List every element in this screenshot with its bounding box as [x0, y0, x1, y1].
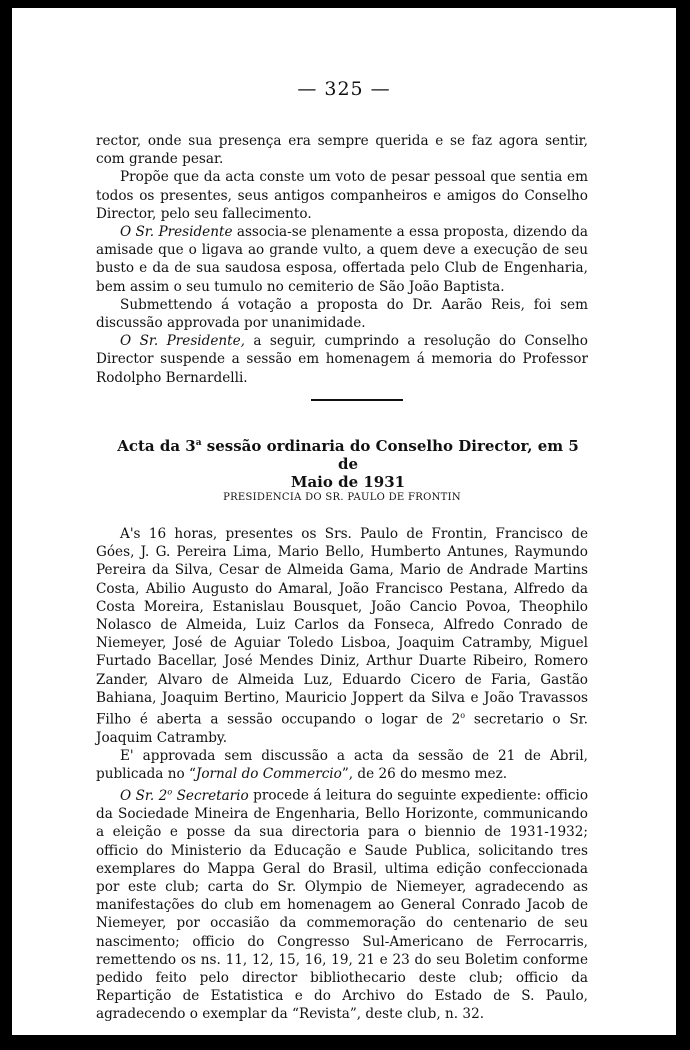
speaker-president: O Sr. Presidente [120, 224, 233, 241]
heading-line-2: Maio de 1931 [290, 473, 406, 491]
paragraph-president-associates [96, 223, 588, 296]
heading-line-1: Acta da 3$^a$ sessão ordinaria do Conselho Director, em 5 de [117, 437, 579, 473]
speaker-secretary: O Sr. 2$^o$ Secretario [120, 787, 249, 804]
paragraph-attendance: A's 16 horas, presentes os Srs. Paulo de Frontin, Francisco de Góes, J. G. Pereira Lima, Mario Bello, Humberto Antunes, Raymundo Pereira da Silva, Cesar de Almeida Gama, Mario de Andrade Martins Costa, Abilio Augusto do Amaral, João Francisco Pestana, Alfredo da Costa Moreira, Estanislau Bousquet, João Cancio Povoa, Theophilo Nolasco de Almeida, Luiz Carlos da Fonseca, Alfredo Conrado de Niemeyer, José de Aguiar Toledo Lisboa, Joaquim Catramby, Miguel Furtado Bacellar, José Mendes Diniz, Arthur Duarte Ribeiro, Romero Zander, Alvaro de Almeida Luz, Eduardo Cicero de Faria, Gastão Bahiana, Joaquim Bertino, Mauricio Joppert da Silva e João Travassos Filho é aberta a sessão occupando o logar de 2$^o$ secretario o Sr. Joaquim Catramby. [96, 526, 589, 746]
paragraph-rector: rector, onde sua presença era sempre querida e se faz agora sentir, com grande pesar. [96, 133, 588, 168]
minutes-heading [108, 434, 588, 491]
page-number: — 325 — [297, 78, 391, 100]
presidency-line: PRESIDENCIA DO SR. PAULO DE FRONTIN [223, 492, 461, 503]
paragraph-vote: Submettendo á votação a proposta do Dr. Aarão Reis, foi sem discussão approvada por unanimidade. [96, 296, 588, 332]
section-divider [311, 399, 403, 401]
journal-title: Jornal do Commercio [195, 766, 342, 783]
previous-minutes-continuation [96, 132, 588, 387]
minutes-body [96, 525, 588, 1024]
paragraph-session-suspended [96, 332, 588, 387]
paragraph-approval: E' approvada sem discussão a acta da sessão de 21 de Abril, publicada no “Jornal do Commercio”, de 26 do mesmo mez. [96, 747, 588, 783]
paragraph-proposal: Propõe que da acta conste um voto de pesar pessoal que sentia em todos os presentes, seus antigos companheiros e amigos do Conselho Director, pelo seu fallecimento. [96, 169, 588, 222]
document-page [12, 8, 676, 1035]
paragraph-president-text: associa-se plenamente a essa proposta, dizendo da amisade que o ligava ao grande vulto, a quem deve a execução de seu busto e da de sua saudosa esposa, offertada pelo Club de Engenharia, bem assim o seu tumulo no cemiterio de São João Baptista. [96, 224, 588, 295]
paragraph-correspondence-text: procede á leitura do seguinte expediente: officio da Sociedade Mineira de Engenharia, Bello Horizonte, communicando a eleição e posse da sua directoria para o biennio de 1931-1932; officio do Ministerio da Educação e Saude Publica, solicitando tres exemplares do Mappa Geral do Brasil, ultima edição confeccionada por este club; carta do Sr. Olympio de Niemeyer, agradecendo as manifestações do club em homenagem ao General Conrado Jacob de Niemeyer, por occasião da commemoração do centenario de seu nascimento; officio do Congresso Sul-Americano de Ferrocarris, remettendo os ns. 11, 12, 15, 16, 19, 21 e 23 do seu Boletim conforme pedido feito pelo director bibliothecario deste club; officio da Repartição de Estatistica e do Archivo do Estado de S. Paulo, agradecendo o exemplar da “Revista”, deste club, n. 32. [96, 787, 588, 1023]
speaker-president-2: O Sr. Presidente, [120, 333, 245, 350]
paragraph-correspondence [96, 783, 588, 1023]
paragraph-suspended-text: a seguir, cumprindo a resolução do Conselho Director suspende a sessão em homenagem á memoria do Professor Rodolpho Bernardelli. [96, 333, 588, 386]
